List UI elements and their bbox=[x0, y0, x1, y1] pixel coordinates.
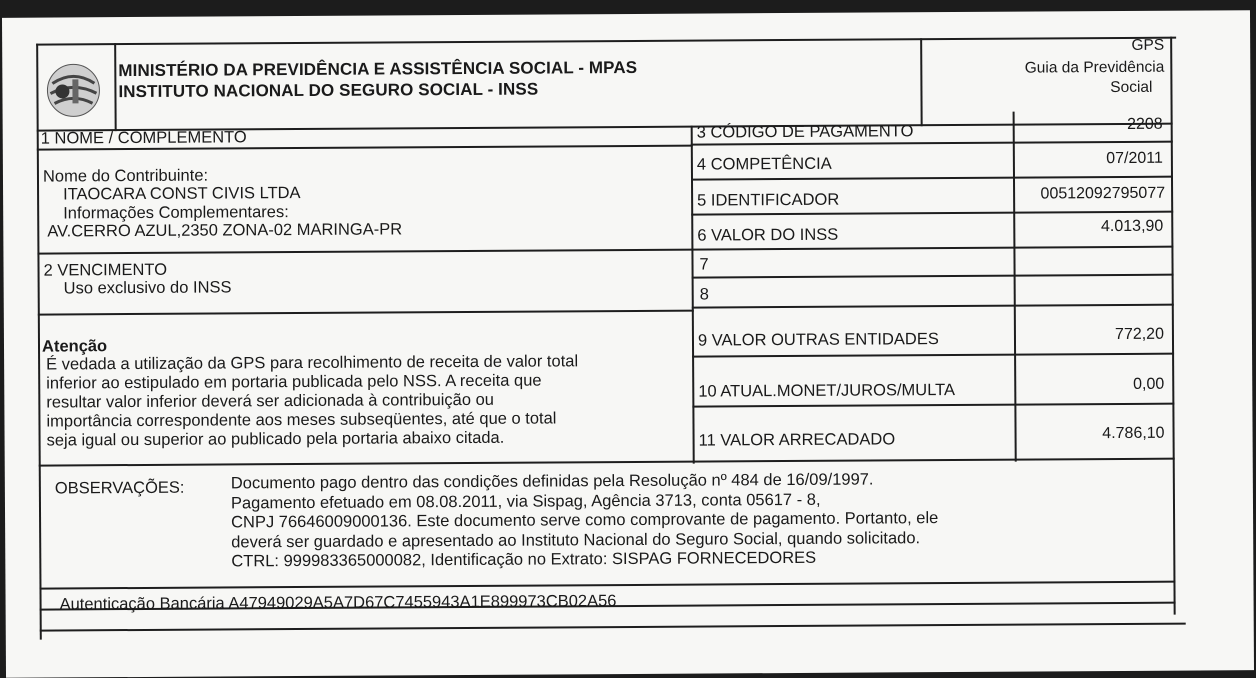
observation-line: CNPJ 76646009000136. Este documento serve como comprovante de pagamento. Portanto, ele bbox=[231, 509, 939, 532]
field-label-other-entities: 9 VALOR OUTRAS ENTIDADES bbox=[697, 330, 939, 350]
attention-line: resultar valor inferior deverá ser adicionada à contribuição ou bbox=[46, 390, 494, 412]
attention-title: Atenção bbox=[41, 337, 108, 356]
institute-title: INSTITUTO NACIONAL DO SEGURO SOCIAL - INSS bbox=[118, 79, 539, 102]
due-label: 2 VENCIMENTO bbox=[43, 260, 168, 280]
name-label: 1 NOME / COMPLEMENTO bbox=[40, 128, 247, 148]
guide-title-line1: Guia da Previdência bbox=[1024, 58, 1165, 77]
ministry-title: MINISTÉRIO DA PREVIDÊNCIA E ASSISTÊNCIA SOCIAL - MPAS bbox=[118, 57, 638, 81]
gps-document bbox=[2, 10, 1254, 678]
field-value-identifier: 00512092795077 bbox=[1040, 184, 1166, 203]
field-value-competence: 07/2011 bbox=[1106, 149, 1163, 168]
field-label-payment-code: 3 CÓDIGO DE PAGAMENTO bbox=[696, 122, 914, 142]
field-label-7: 7 bbox=[699, 255, 709, 274]
field-label-8: 8 bbox=[699, 285, 709, 304]
attention-line: seja igual ou superior ao publicado pela portaria abaixo citada. bbox=[46, 428, 505, 450]
complement-label: Informações Complementares: bbox=[63, 203, 289, 223]
contributor-label: Nome do Contribuinte: bbox=[42, 166, 209, 186]
field-value-other-entities: 772,20 bbox=[1114, 325, 1165, 344]
field-label-monetary-update: 10 ATUAL.MONET/JUROS/MULTA bbox=[698, 381, 956, 401]
bank-authentication: Autenticação Bancária A47949029A5A7D67C7455943A1E899973CB02A56 bbox=[59, 592, 617, 614]
field-label-competence: 4 COMPETÊNCIA bbox=[696, 154, 832, 174]
observation-line: deverá ser guardado e apresentado ao Instituto Nacional do Seguro Social, quando solicitado. bbox=[231, 529, 921, 552]
observation-line: Pagamento efetuado em 08.08.2011, via Sispag, Agência 3713, conta 05617 - 8, bbox=[230, 490, 821, 513]
contributor-name: ITAOCARA CONST CIVIS LTDA bbox=[63, 183, 301, 204]
observation-line: Documento pago dentro das condições definidas pela Resolução nº 484 de 16/09/1997. bbox=[230, 470, 874, 493]
field-value-monetary-update: 0,00 bbox=[1133, 375, 1165, 393]
attention-line: inferior ao estipulado em portaria publicada pelo NSS. A receita que bbox=[46, 371, 542, 393]
field-label-inss-value: 6 VALOR DO INSS bbox=[697, 225, 839, 245]
inss-logo-icon bbox=[42, 61, 104, 119]
field-label-collected-value: 11 VALOR ARRECADADO bbox=[698, 430, 896, 450]
field-value-collected: 4.786,10 bbox=[1102, 424, 1165, 443]
observations-label: OBSERVAÇÕES: bbox=[54, 478, 185, 498]
gps-label: GPS bbox=[1131, 36, 1165, 54]
field-value-inss: 4.013,90 bbox=[1100, 217, 1164, 236]
field-value-payment-code: 2208 bbox=[1127, 115, 1163, 133]
due-note: Uso exclusivo do INSS bbox=[63, 278, 232, 298]
field-label-identifier: 5 IDENTIFICADOR bbox=[697, 190, 840, 210]
attention-line: importância correspondente aos meses subseqüentes, até que o total bbox=[46, 409, 557, 431]
observation-line: CTRL: 999983365000082, Identificação no Extrato: SISPAG FORNECEDORES bbox=[231, 548, 817, 571]
attention-line: É vedada a utilização da GPS para recolhimento de receita de valor total bbox=[46, 352, 579, 374]
guide-title-line2: Social bbox=[1110, 78, 1153, 97]
address: AV.CERRO AZUL,2350 ZONA-02 MARINGA-PR bbox=[47, 220, 403, 241]
